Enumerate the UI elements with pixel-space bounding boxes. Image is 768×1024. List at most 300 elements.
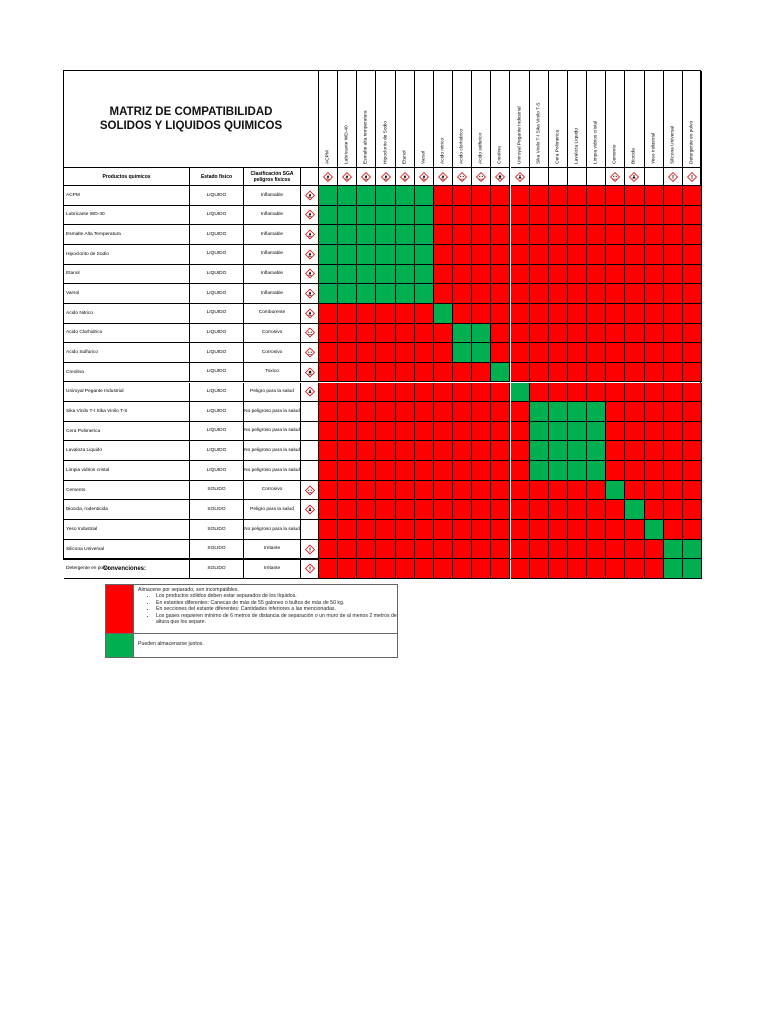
matrix-cell-incompatible: [396, 520, 415, 540]
flame-icon: [305, 249, 315, 259]
matrix-cell-incompatible: [549, 559, 568, 579]
matrix-cell-incompatible: [376, 559, 395, 579]
matrix-cell-incompatible: [357, 383, 376, 403]
matrix-cell-compatible: [396, 265, 415, 285]
matrix-cell-incompatible: [472, 304, 491, 324]
matrix-cell-incompatible: [625, 402, 644, 422]
matrix-cell-incompatible: [357, 481, 376, 501]
matrix-cell-incompatible: [625, 559, 644, 579]
matrix-cell-incompatible: [664, 343, 683, 363]
matrix-cell-incompatible: [549, 245, 568, 265]
matrix-cell-compatible: [453, 343, 472, 363]
matrix-cell-incompatible: [415, 304, 434, 324]
matrix-cell-incompatible: [549, 304, 568, 324]
matrix-cell-incompatible: [338, 441, 357, 461]
matrix-cell-incompatible: [415, 343, 434, 363]
matrix-cell-incompatible: [683, 500, 702, 520]
matrix-cell-incompatible: [664, 422, 683, 442]
hazard-classification: Inflamable: [244, 186, 301, 206]
matrix-cell-incompatible: [415, 383, 434, 403]
matrix-cell-incompatible: [568, 265, 587, 285]
matrix-cell-incompatible: [625, 383, 644, 403]
matrix-cell-incompatible: [606, 520, 625, 540]
matrix-cell-incompatible: [434, 461, 453, 481]
matrix-cell-incompatible: [415, 559, 434, 579]
matrix-cell-incompatible: [396, 304, 415, 324]
column-header-label: ACPM: [325, 150, 331, 164]
matrix-cell-incompatible: [453, 245, 472, 265]
matrix-cell-compatible: [453, 324, 472, 344]
matrix-cell-incompatible: [491, 225, 510, 245]
matrix-cell-incompatible: [606, 422, 625, 442]
matrix-cell-incompatible: [376, 520, 395, 540]
hazard-classification: Peligro para la salud: [244, 500, 301, 520]
hazard-classification: Irritante: [244, 559, 301, 579]
matrix-cell-incompatible: [434, 383, 453, 403]
matrix-cell-incompatible: [453, 402, 472, 422]
matrix-cell-incompatible: [319, 422, 338, 442]
matrix-cell-incompatible: [472, 265, 491, 285]
matrix-cell-incompatible: [587, 520, 606, 540]
matrix-cell-incompatible: [491, 559, 510, 579]
corrosion-icon: [476, 172, 486, 182]
column-header-label: Silicona Universal: [670, 125, 676, 164]
exclamation-icon: [305, 564, 315, 574]
matrix-cell-compatible: [415, 284, 434, 304]
physical-state: LIQUIDO: [190, 343, 244, 363]
matrix-cell-compatible: [549, 441, 568, 461]
matrix-cell-incompatible: [683, 422, 702, 442]
matrix-cell-incompatible: [491, 265, 510, 285]
header-classification: Clasificación SGA peligros físicos: [244, 168, 301, 186]
column-header: [357, 71, 376, 168]
physical-state: LIQUIDO: [190, 383, 244, 403]
matrix-cell-incompatible: [472, 363, 491, 383]
matrix-cell-incompatible: [472, 245, 491, 265]
matrix-cell-incompatible: [683, 343, 702, 363]
row-hazard-icon-cell: [301, 559, 319, 579]
matrix-cell-incompatible: [625, 245, 644, 265]
physical-state: LIQUIDO: [190, 324, 244, 344]
matrix-cell-incompatible: [319, 304, 338, 324]
matrix-cell-incompatible: [645, 324, 664, 344]
matrix-cell-incompatible: [434, 245, 453, 265]
matrix-cell-incompatible: [645, 284, 664, 304]
matrix-cell-compatible: [396, 245, 415, 265]
column-header-label: Cera Polimerica: [555, 129, 561, 164]
matrix-cell-incompatible: [549, 324, 568, 344]
matrix-cell-incompatible: [357, 540, 376, 560]
product-name: Acido Sulfurico: [64, 343, 190, 363]
matrix-cell-compatible: [357, 225, 376, 245]
product-name: Lavaloza Liquido: [64, 441, 190, 461]
matrix-cell-compatible: [396, 206, 415, 226]
matrix-cell-incompatible: [453, 422, 472, 442]
physical-state: SOLIDO: [190, 520, 244, 540]
legend-red-item: • En estantes diferentes: Canecas de más de 55 galones o bultos de más de 50 kg.: [156, 600, 397, 606]
matrix-cell-incompatible: [338, 422, 357, 442]
matrix-cell-incompatible: [491, 520, 510, 540]
matrix-cell-incompatible: [396, 461, 415, 481]
column-header: [511, 71, 530, 168]
column-header-label: Detergente en polvo: [689, 120, 695, 164]
matrix-cell-incompatible: [530, 186, 549, 206]
matrix-cell-incompatible: [376, 383, 395, 403]
matrix-cell-incompatible: [319, 520, 338, 540]
matrix-cell-incompatible: [530, 559, 549, 579]
column-header-label: Lubricante WD-40: [344, 125, 350, 164]
matrix-cell-incompatible: [568, 225, 587, 245]
matrix-cell-incompatible: [396, 324, 415, 344]
matrix-cell-incompatible: [472, 500, 491, 520]
row-hazard-icon-cell: [301, 422, 319, 442]
matrix-cell-incompatible: [625, 540, 644, 560]
matrix-cell-incompatible: [453, 461, 472, 481]
hazard-classification: Corrosivo: [244, 481, 301, 501]
matrix-cell-incompatible: [587, 284, 606, 304]
row-hazard-icon-cell: [301, 363, 319, 383]
matrix-cell-incompatible: [511, 520, 530, 540]
flame-icon: [419, 172, 429, 182]
matrix-cell-incompatible: [530, 304, 549, 324]
row-hazard-icon-cell: [301, 304, 319, 324]
matrix-cell-incompatible: [549, 206, 568, 226]
column-header-label: Creolina: [497, 146, 503, 164]
matrix-cell-compatible: [319, 284, 338, 304]
matrix-cell-incompatible: [530, 383, 549, 403]
matrix-cell-incompatible: [472, 559, 491, 579]
matrix-cell-compatible: [530, 461, 549, 481]
matrix-cell-incompatible: [472, 383, 491, 403]
matrix-cell-compatible: [319, 245, 338, 265]
flame-icon: [381, 172, 391, 182]
matrix-cell-incompatible: [625, 422, 644, 442]
matrix-cell-incompatible: [396, 363, 415, 383]
matrix-cell-incompatible: [645, 540, 664, 560]
matrix-cell-incompatible: [530, 206, 549, 226]
column-hazard-icon-cell: [453, 168, 472, 186]
legend-red-list: [138, 593, 397, 625]
matrix-cell-incompatible: [664, 363, 683, 383]
matrix-cell-incompatible: [472, 402, 491, 422]
matrix-cell-incompatible: [645, 245, 664, 265]
matrix-cell-incompatible: [453, 500, 472, 520]
physical-state: SOLIDO: [190, 481, 244, 501]
matrix-cell-incompatible: [511, 304, 530, 324]
matrix-cell-incompatible: [376, 481, 395, 501]
matrix-cell-incompatible: [338, 343, 357, 363]
row-hazard-icon-cell: [301, 206, 319, 226]
matrix-cell-incompatible: [530, 540, 549, 560]
product-name: Acido Nitrico: [64, 304, 190, 324]
product-name: Sika Vinilo T-I Sika Vinilo T-S: [64, 402, 190, 422]
column-header-label: Acido nitrico: [440, 137, 446, 164]
matrix-cell-incompatible: [338, 304, 357, 324]
column-hazard-icon-cell: [491, 168, 510, 186]
matrix-cell-incompatible: [453, 265, 472, 285]
matrix-cell-incompatible: [357, 500, 376, 520]
matrix-cell-incompatible: [453, 481, 472, 501]
flame-icon: [400, 172, 410, 182]
matrix-cell-incompatible: [511, 284, 530, 304]
matrix-cell-incompatible: [472, 461, 491, 481]
product-name: Acido Clorhidrico: [64, 324, 190, 344]
matrix-cell-incompatible: [664, 225, 683, 245]
header-icon-spacer: [301, 168, 319, 186]
matrix-cell-incompatible: [549, 186, 568, 206]
matrix-cell-incompatible: [664, 324, 683, 344]
hazard-classification: Corrosivo: [244, 324, 301, 344]
column-header-label: Acido sulfurico: [478, 132, 484, 164]
matrix-cell-compatible: [376, 206, 395, 226]
matrix-cell-incompatible: [568, 343, 587, 363]
flame-icon: [305, 289, 315, 299]
matrix-cell-compatible: [549, 402, 568, 422]
matrix-cell-incompatible: [357, 402, 376, 422]
matrix-cell-incompatible: [376, 461, 395, 481]
column-hazard-icon-cell: [511, 168, 530, 186]
matrix-cell-incompatible: [587, 245, 606, 265]
matrix-cell-compatible: [338, 206, 357, 226]
conventions-legend: [105, 584, 398, 658]
product-name: Etanol: [64, 265, 190, 285]
corrosion-icon: [305, 485, 315, 495]
matrix-cell-incompatible: [606, 206, 625, 226]
exclamation-icon: [668, 172, 678, 182]
matrix-cell-incompatible: [645, 500, 664, 520]
matrix-cell-incompatible: [338, 324, 357, 344]
matrix-cell-incompatible: [587, 363, 606, 383]
matrix-cell-incompatible: [645, 265, 664, 285]
column-hazard-icon-cell: [357, 168, 376, 186]
exclamation-icon: [687, 172, 697, 182]
matrix-cell-incompatible: [568, 206, 587, 226]
matrix-cell-incompatible: [491, 245, 510, 265]
matrix-cell-incompatible: [664, 402, 683, 422]
matrix-cell-incompatible: [319, 481, 338, 501]
matrix-cell-incompatible: [434, 481, 453, 501]
matrix-cell-incompatible: [472, 540, 491, 560]
product-name: Hipoclorito de Sodio: [64, 245, 190, 265]
matrix-cell-incompatible: [587, 304, 606, 324]
matrix-cell-incompatible: [683, 206, 702, 226]
matrix-cell-incompatible: [491, 402, 510, 422]
matrix-cell-incompatible: [683, 225, 702, 245]
row-hazard-icon-cell: [301, 343, 319, 363]
matrix-cell-incompatible: [606, 324, 625, 344]
matrix-cell-incompatible: [683, 481, 702, 501]
matrix-cell-incompatible: [664, 441, 683, 461]
matrix-cell-incompatible: [568, 559, 587, 579]
matrix-cell-incompatible: [606, 245, 625, 265]
matrix-cell-incompatible: [415, 441, 434, 461]
matrix-cell-incompatible: [606, 461, 625, 481]
matrix-cell-incompatible: [683, 402, 702, 422]
matrix-cell-incompatible: [606, 225, 625, 245]
matrix-cell-incompatible: [645, 225, 664, 245]
flame-icon: [305, 210, 315, 220]
matrix-cell-incompatible: [511, 324, 530, 344]
matrix-cell-incompatible: [357, 324, 376, 344]
matrix-cell-compatible: [645, 520, 664, 540]
matrix-cell-incompatible: [568, 481, 587, 501]
legend-red-swatch: [106, 585, 134, 633]
matrix-cell-incompatible: [319, 461, 338, 481]
matrix-cell-incompatible: [683, 441, 702, 461]
matrix-cell-incompatible: [338, 520, 357, 540]
column-header: [664, 71, 683, 168]
skull-icon: [495, 172, 505, 182]
matrix-cell-incompatible: [625, 441, 644, 461]
matrix-cell-incompatible: [396, 402, 415, 422]
matrix-cell-compatible: [357, 245, 376, 265]
column-hazard-icon-cell: [683, 168, 702, 186]
column-header: [415, 71, 434, 168]
matrix-cell-incompatible: [491, 324, 510, 344]
column-header-label: Acido clorhidrico: [459, 128, 465, 164]
product-name: Biocida, rodenticida: [64, 500, 190, 520]
product-name: Limpia vidrios cristal: [64, 461, 190, 481]
matrix-cell-compatible: [357, 206, 376, 226]
matrix-cell-incompatible: [338, 559, 357, 579]
matrix-cell-incompatible: [434, 343, 453, 363]
column-header: [453, 71, 472, 168]
matrix-cell-incompatible: [434, 265, 453, 285]
matrix-cell-incompatible: [625, 206, 644, 226]
matrix-cell-incompatible: [606, 343, 625, 363]
matrix-cell-incompatible: [453, 441, 472, 461]
matrix-cell-compatible: [587, 422, 606, 442]
matrix-cell-incompatible: [357, 363, 376, 383]
matrix-cell-compatible: [587, 461, 606, 481]
legend-red-intro: Almacene por separado, son incompatibles.: [138, 587, 239, 593]
title-line-1: MATRIZ DE COMPATIBILIDAD: [109, 106, 273, 118]
column-header: [530, 71, 549, 168]
column-header: [606, 71, 625, 168]
flame-icon: [305, 269, 315, 279]
column-hazard-icon-cell: [606, 168, 625, 186]
matrix-cell-incompatible: [549, 225, 568, 245]
matrix-cell-compatible: [415, 186, 434, 206]
matrix-cell-incompatible: [453, 559, 472, 579]
product-name: Silicona Universal: [64, 540, 190, 560]
matrix-cell-incompatible: [664, 206, 683, 226]
matrix-cell-incompatible: [376, 422, 395, 442]
matrix-cell-incompatible: [664, 304, 683, 324]
matrix-cell-incompatible: [472, 441, 491, 461]
header-state: Estado físico: [190, 168, 244, 186]
matrix-cell-incompatible: [683, 324, 702, 344]
matrix-cell-compatible: [530, 422, 549, 442]
physical-state: LIQUIDO: [190, 363, 244, 383]
matrix-cell-incompatible: [664, 500, 683, 520]
flame-icon: [323, 172, 333, 182]
matrix-cell-incompatible: [491, 304, 510, 324]
legend-red-item: • Los productos sólidos deben estar separados de los líquidos.: [156, 593, 397, 599]
matrix-cell-incompatible: [376, 540, 395, 560]
matrix-cell-incompatible: [530, 481, 549, 501]
flame-icon: [305, 308, 315, 318]
matrix-cell-incompatible: [453, 540, 472, 560]
hazard-classification: No peligroso para la salud: [244, 441, 301, 461]
row-hazard-icon-cell: [301, 324, 319, 344]
row-hazard-icon-cell: [301, 402, 319, 422]
matrix-cell-incompatible: [568, 245, 587, 265]
matrix-cell-incompatible: [319, 363, 338, 383]
matrix-cell-incompatible: [664, 245, 683, 265]
matrix-cell-incompatible: [491, 461, 510, 481]
corrosion-icon: [305, 328, 315, 338]
physical-state: LIQUIDO: [190, 206, 244, 226]
matrix-cell-incompatible: [319, 402, 338, 422]
matrix-cell-incompatible: [338, 363, 357, 383]
matrix-cell-incompatible: [606, 441, 625, 461]
hazard-classification: Inflamable: [244, 265, 301, 285]
matrix-cell-compatible: [376, 245, 395, 265]
matrix-cell-incompatible: [396, 559, 415, 579]
matrix-cell-compatible: [376, 265, 395, 285]
row-hazard-icon-cell: [301, 481, 319, 501]
matrix-cell-incompatible: [645, 186, 664, 206]
matrix-cell-incompatible: [376, 304, 395, 324]
matrix-cell-incompatible: [415, 481, 434, 501]
column-hazard-icon-cell: [625, 168, 644, 186]
health-hazard-icon: [515, 172, 525, 182]
matrix-cell-incompatible: [415, 461, 434, 481]
column-header: [587, 71, 606, 168]
matrix-cell-incompatible: [511, 559, 530, 579]
matrix-cell-incompatible: [396, 540, 415, 560]
matrix-cell-incompatible: [472, 481, 491, 501]
column-header: [472, 71, 491, 168]
matrix-cell-compatible: [376, 225, 395, 245]
column-hazard-icon-cell: [338, 168, 357, 186]
matrix-cell-incompatible: [549, 520, 568, 540]
health-hazard-icon: [305, 387, 315, 397]
matrix-cell-incompatible: [415, 422, 434, 442]
matrix-cell-incompatible: [472, 225, 491, 245]
flame-icon: [438, 172, 448, 182]
hazard-classification: No peligroso para la salud: [244, 422, 301, 442]
matrix-cell-incompatible: [568, 284, 587, 304]
matrix-cell-incompatible: [549, 343, 568, 363]
row-hazard-icon-cell: [301, 186, 319, 206]
product-name: Detergente en polvo: [64, 559, 190, 579]
column-header-label: Uniroyal Pegante Industrial: [517, 106, 523, 164]
matrix-cell-incompatible: [606, 559, 625, 579]
matrix-cell-incompatible: [645, 559, 664, 579]
column-hazard-icon-cell: [664, 168, 683, 186]
legend-green-text: Pueden almacenarse juntos.: [138, 641, 204, 647]
matrix-cell-incompatible: [625, 481, 644, 501]
matrix-cell-compatible: [415, 245, 434, 265]
matrix-cell-incompatible: [319, 540, 338, 560]
column-hazard-icon-cell: [587, 168, 606, 186]
matrix-cell-incompatible: [549, 284, 568, 304]
matrix-cell-incompatible: [606, 402, 625, 422]
matrix-cell-incompatible: [415, 520, 434, 540]
matrix-cell-incompatible: [606, 284, 625, 304]
column-header-label: Yeso Industrial: [651, 132, 657, 164]
matrix-cell-incompatible: [453, 206, 472, 226]
matrix-cell-incompatible: [606, 383, 625, 403]
matrix-cell-compatible: [549, 422, 568, 442]
matrix-cell-incompatible: [568, 304, 587, 324]
matrix-cell-compatible: [530, 441, 549, 461]
matrix-cell-incompatible: [587, 481, 606, 501]
matrix-cell-compatible: [357, 265, 376, 285]
matrix-cell-incompatible: [587, 343, 606, 363]
